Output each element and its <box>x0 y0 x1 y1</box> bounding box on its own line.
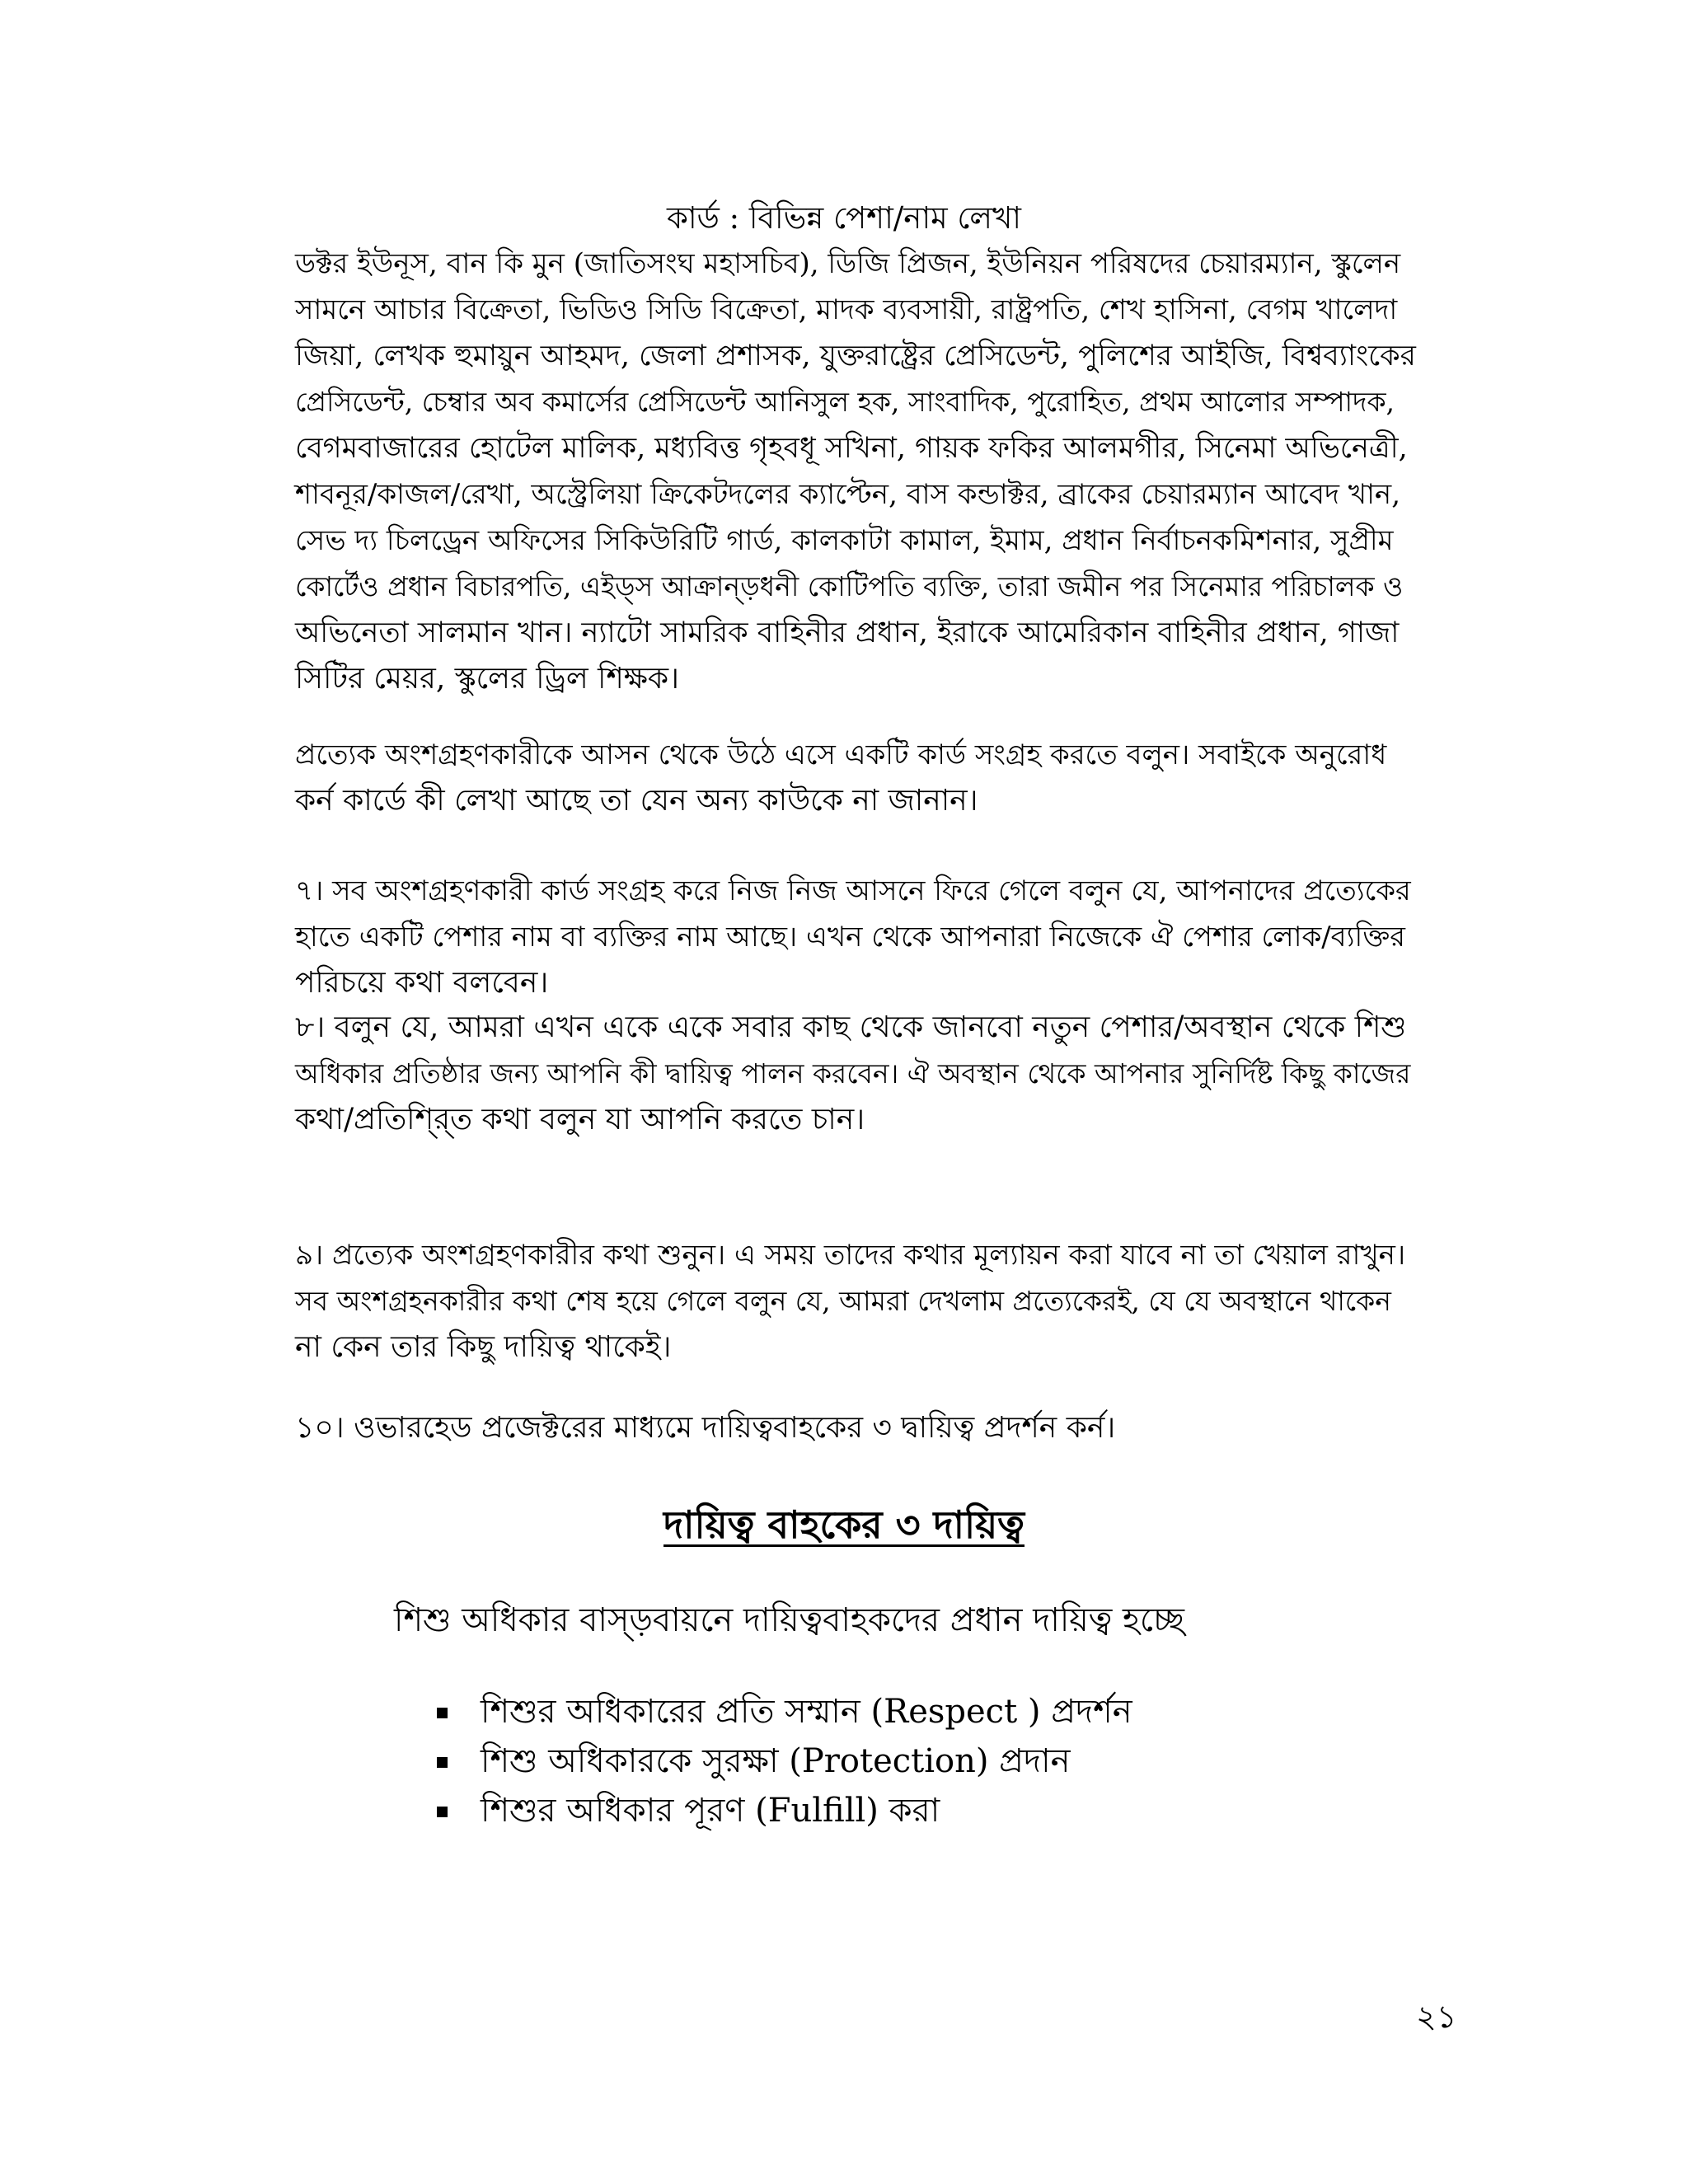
paragraph-line: কথা/প্রতিশ্র্তি কথা বলুন যা আপনি করতে চান। <box>295 1103 865 1137</box>
square-bullet-icon <box>437 1708 448 1718</box>
list-item <box>437 1737 1132 1787</box>
paragraph-line: ৭। সব অংশগ্রহণকারী কার্ড সংগ্রহ করে নিজ নিজ আসনে ফিরে গেলে বলুন যে, আপনাদের প্রত্যেকের <box>295 874 1411 907</box>
names-line: ডক্টর ইউনূস, বান কি মুন (জাতিসংঘ মহাসচিব), ডিজি প্রিজন, ইউনিয়ন পরিষদের চেয়ারম্যান, স্কুলেন <box>295 247 1401 280</box>
names-line: কোর্টেও প্রধান বিচারপতি, এইড্স আক্রান্ড়ধনী কোটিপতি ব্যক্তি, তারা জমীন পর সিনেমার পরিচালক ও <box>295 570 1404 602</box>
section-intro: শিশু অধিকার বাস্ড়বায়নে দায়িত্ববাহকদের প্রধান দায়িত্ব হচ্ছে <box>394 1601 1184 1639</box>
duty-list <box>437 1688 1132 1836</box>
names-line: প্রেসিডেন্ট, চেম্বার অব কমার্সের প্রেসিডেন্ট আনিসুল হক, সাংবাদিক, পুরোহিত, প্রথম আলোর সম্পাদক, <box>295 386 1395 418</box>
paragraph-line: ১০। ওভারহেড প্রজেক্টরের মাধ্যমে দায়িত্ববাহকের ৩ দ্বায়িত্ব প্রদর্শন কর্ন। <box>295 1411 1116 1445</box>
names-line: বেগমবাজারের হোটেল মালিক, মধ্যবিত্ত গৃহবধূ সখিনা, গায়ক ফকির আলমগীর, সিনেমা অভিনেত্রী, <box>295 432 1408 465</box>
paragraph-line: ৮। বলুন যে, আমরা এখন একে একে সবার কাছ থেকে জানবো নতুন পেশার/অবস্থান থেকে শিশু <box>295 1010 1407 1044</box>
names-line: শাবনূর/কাজল/রেখা, অস্ট্রেলিয়া ক্রিকেটদলের ক্যাপ্টেন, বাস কন্ডাক্টর, ব্রাকের চেয়ারম্যান আবেদ খান, <box>295 478 1401 511</box>
names-list-paragraph <box>295 241 1416 702</box>
card-title: কার্ড : বিভিন্ন পেশা/নাম লেখা <box>667 200 1021 236</box>
duty-text: শিশুর অধিকারের প্রতি সম্মান (Respect ) প্রদর্শন <box>481 1692 1132 1731</box>
step-8-paragraph <box>295 1005 1416 1143</box>
duty-text: শিশুর অধিকার পূরণ (Fulfill) করা <box>481 1791 940 1830</box>
paragraph-line: পরিচয়ে কথা বলবেন। <box>295 966 549 1000</box>
page-number: ২১ <box>1416 1999 1457 2035</box>
paragraph-line: হাতে একটি পেশার নাম বা ব্যক্তির নাম আছে। এখন থেকে আপনারা নিজেকে ঐ পেশার লোক/ব্যক্তির <box>295 921 1405 954</box>
names-line: অভিনেতা সালমান খান। ন্যাটো সামরিক বাহিনীর প্রধান, ইরাকে আমেরিকান বাহিনীর প্রধান, গাজা <box>295 616 1400 649</box>
paragraph-line: ৯। প্রত্যেক অংশগ্রহণকারীর কথা শুনুন। এ সময় তাদের কথার মূল্যায়ন করা যাবে না তা খেয়াল রাখুন। <box>295 1239 1406 1272</box>
section-heading-text: দায়িত্ব বাহকের ৩ দায়িত্ব <box>663 1502 1025 1547</box>
step-7-paragraph <box>295 868 1416 1006</box>
list-item <box>437 1787 1132 1836</box>
square-bullet-icon <box>437 1757 448 1768</box>
step-10-paragraph <box>295 1405 1416 1451</box>
square-bullet-icon <box>437 1807 448 1817</box>
names-line: সেভ দ্য চিলড্রেন অফিসের সিকিউরিটি গার্ড, কালকাটা কামাল, ইমাম, প্রধান নির্বাচনকমিশনার, সুপ্রীম <box>295 524 1394 557</box>
names-line: সিটির মেয়র, স্কুলের ড্রিল শিক্ষক। <box>295 662 679 696</box>
section-heading <box>0 1498 1688 1551</box>
list-item <box>437 1688 1132 1737</box>
paragraph-line: অধিকার প্রতিষ্ঠার জন্য আপনি কী দ্বায়িত্ব পালন করবেন। ঐ অবস্থান থেকে আপনার সুনির্দিষ্ট কিছু কাজের <box>295 1057 1411 1090</box>
names-line: সামনে আচার বিক্রেতা, ভিডিও সিডি বিক্রেতা, মাদক ব্যবসায়ী, রাষ্ট্রপতি, শেখ হাসিনা, বেগম খালেদা <box>295 293 1398 326</box>
paragraph-line: কর্ন কার্ডে কী লেখা আছে তা যেন অন্য কাউকে না জানান। <box>295 784 978 818</box>
step-9-paragraph <box>295 1232 1416 1371</box>
paragraph-line: প্রত্যেক অংশগ্রহণকারীকে আসন থেকে উঠে এসে একটি কার্ড সংগ্রহ করতে বলুন। সবাইকে অনুরোধ <box>295 738 1387 771</box>
paragraph-line: না কেন তার কিছু দায়িত্ব থাকেই। <box>295 1330 672 1364</box>
duty-text: শিশু অধিকারকে সুরক্ষা (Protection) প্রদান <box>481 1741 1071 1780</box>
names-line: জিয়া, লেখক হুমায়ুন আহমদ, জেলা প্রশাসক, যুক্তরাষ্ট্রের প্রেসিডেন্ট, পুলিশের আইজি, বিশ্বব্যাংকের <box>295 340 1416 373</box>
instruction-paragraph <box>295 732 1416 824</box>
paragraph-line: সব অংশগ্রহনকারীর কথা শেষ হয়ে গেলে বলুন যে, আমরা দেখলাম প্রত্যেকেরই, যে যে অবস্থানে থাকেন <box>295 1285 1391 1317</box>
